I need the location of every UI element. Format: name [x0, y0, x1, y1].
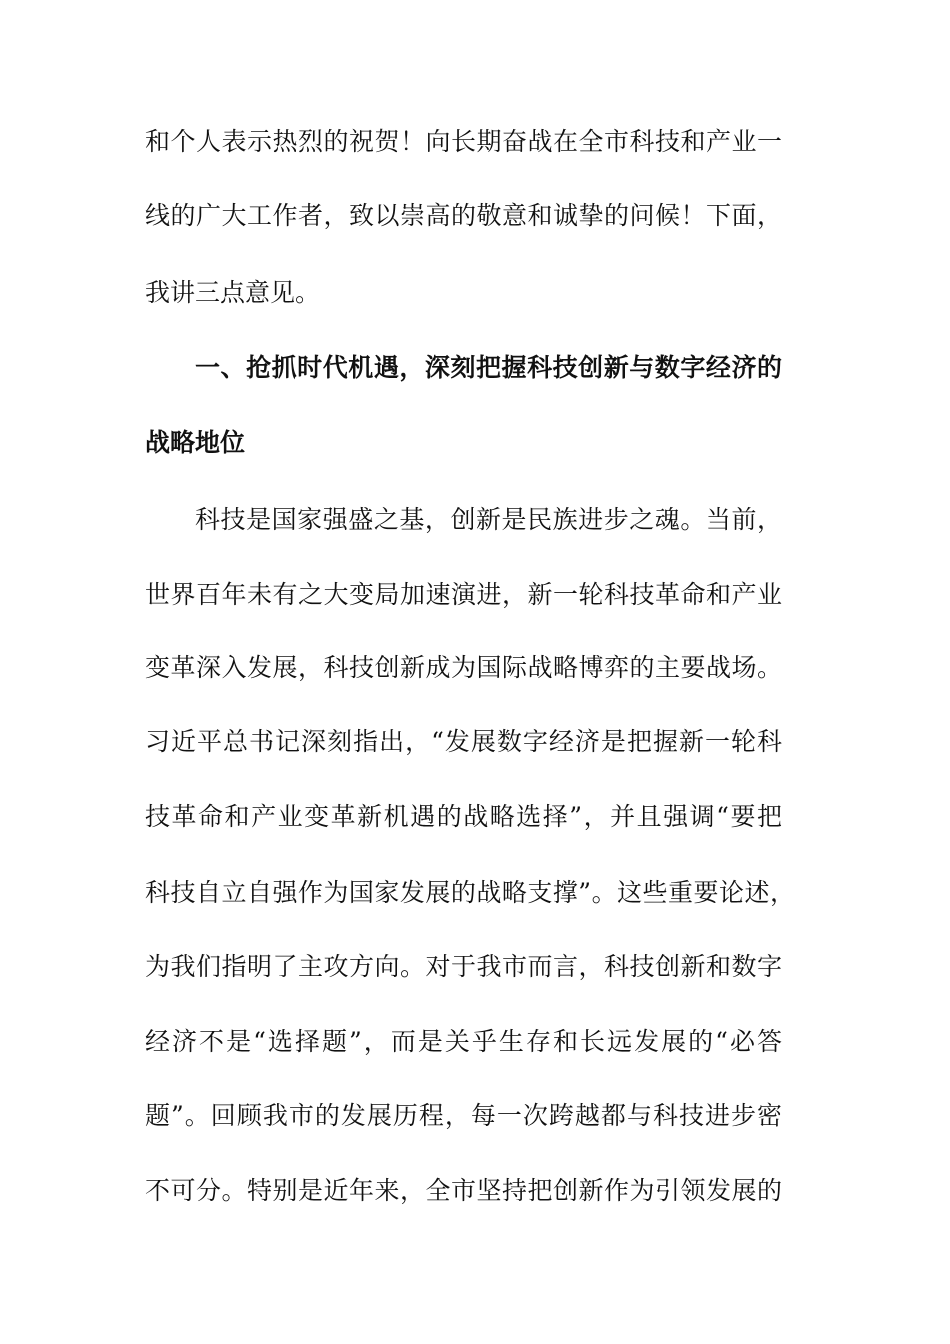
- body-text-line: 科技自立自强作为国家发展的战略支撑”。这些重要论述，: [145, 878, 795, 907]
- body-text-line: 我讲三点意见。: [145, 278, 321, 307]
- section-heading-line: 一、抢抓时代机遇，深刻把握科技创新与数字经济的: [195, 353, 782, 382]
- body-text-line: 为我们指明了主攻方向。对于我市而言，科技创新和数字: [145, 952, 782, 981]
- body-text-line: 技革命和产业变革新机遇的战略选择”，并且强调“要把: [145, 802, 782, 831]
- body-text-line: 不可分。特别是近年来，全市坚持把创新作为引领发展的: [145, 1176, 782, 1205]
- body-text-line: 世界百年未有之大变局加速演进，新一轮科技革命和产业: [145, 580, 782, 609]
- body-text-line: 经济不是“选择题”，而是关乎生存和长远发展的“必答: [145, 1027, 782, 1056]
- section-heading-line: 战略地位: [145, 428, 246, 457]
- body-text-line: 习近平总书记深刻指出，“发展数字经济是把握新一轮科: [145, 727, 782, 756]
- body-text-line: 线的广大工作者，致以崇高的敬意和诚挚的问候！下面，: [145, 201, 782, 230]
- body-text-line: 科技是国家强盛之基，创新是民族进步之魂。当前，: [195, 505, 782, 534]
- body-text-line: 和个人表示热烈的祝贺！向长期奋战在全市科技和产业一: [145, 127, 782, 156]
- body-text-line: 题”。回顾我市的发展历程，每一次跨越都与科技进步密: [145, 1101, 782, 1130]
- body-text-line: 变革深入发展，科技创新成为国际战略博弈的主要战场。: [145, 653, 782, 682]
